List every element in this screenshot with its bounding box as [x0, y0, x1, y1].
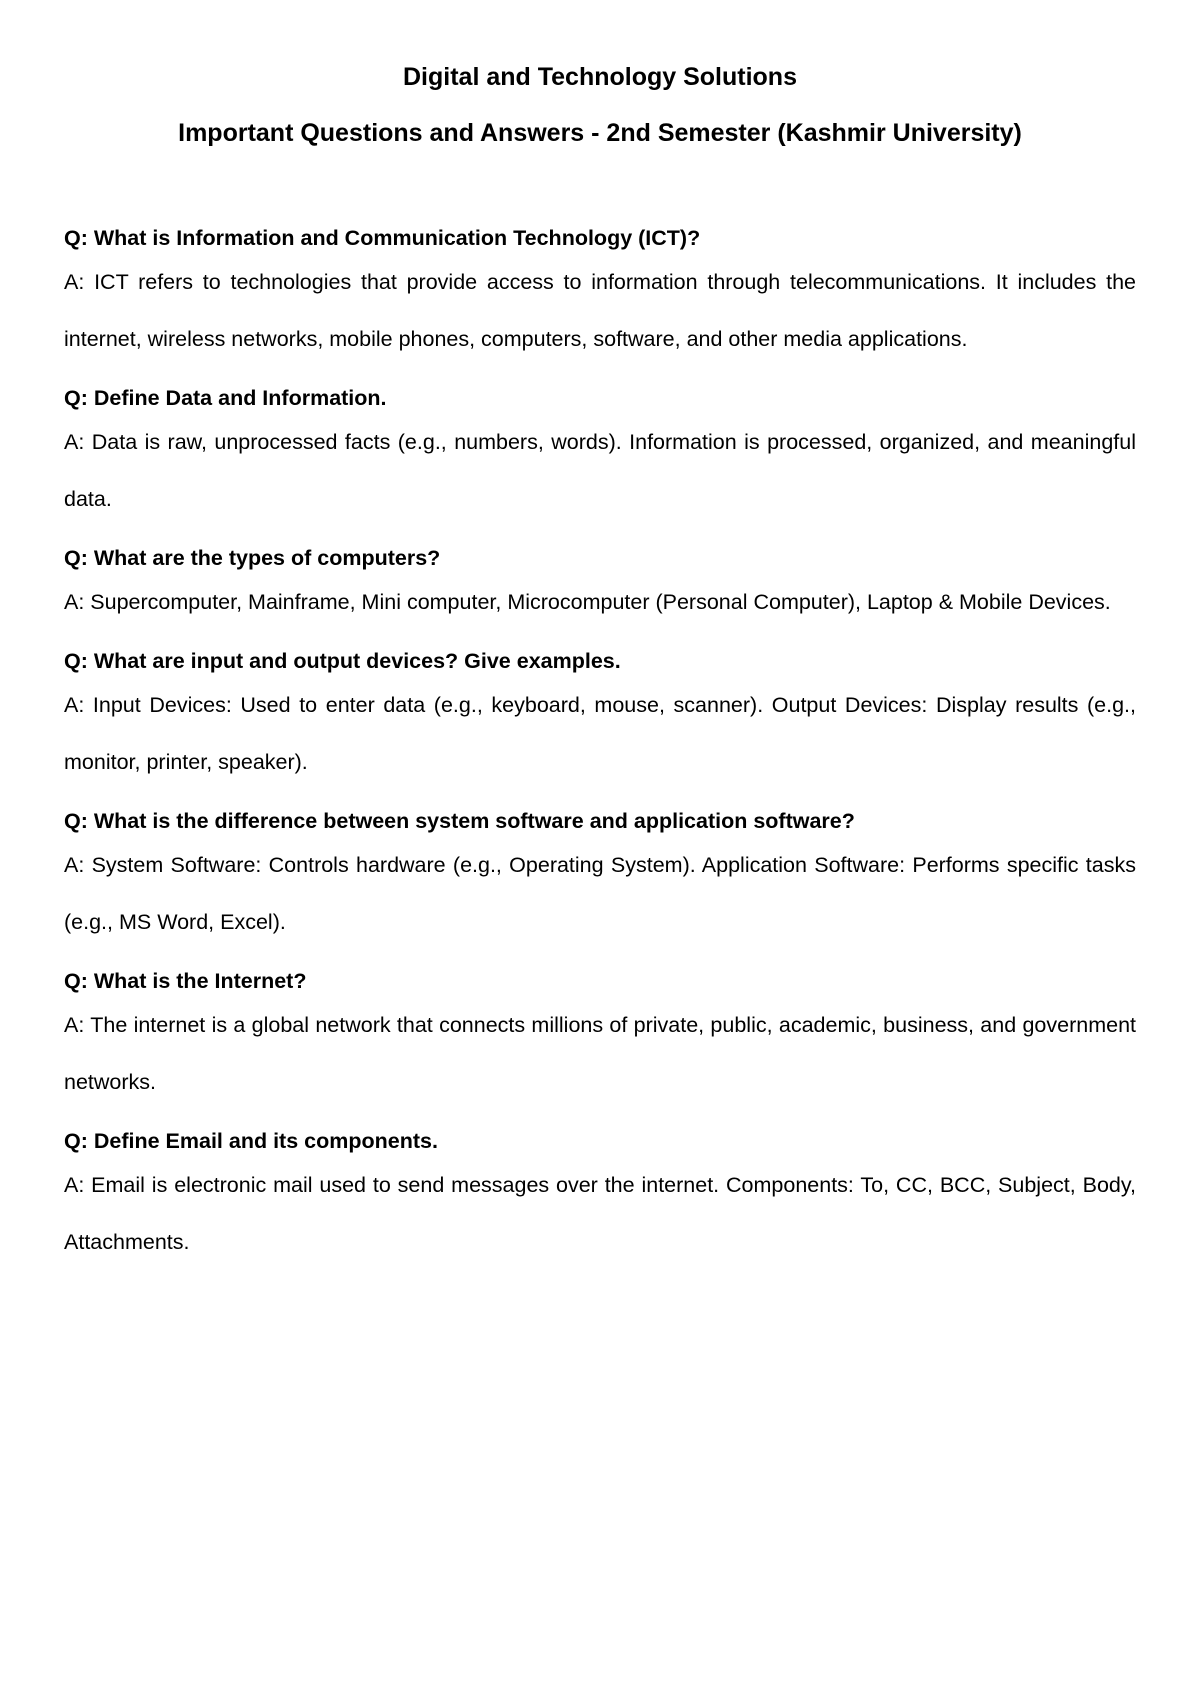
- document-title: Digital and Technology Solutions: [403, 63, 797, 91]
- answer-text: A: Data is raw, unprocessed facts (e.g., numbers, words). Information is processed, organized, and meaningful data.: [64, 430, 1136, 511]
- answer-text: A: Supercomputer, Mainframe, Mini computer, Microcomputer (Personal Computer), Laptop & Mobile Devices.: [64, 590, 1111, 614]
- qa-item-email: [64, 1127, 1136, 1271]
- answer-text: A: Input Devices: Used to enter data (e.g., keyboard, mouse, scanner). Output Devices: Display results (e.g., monitor, printer, speaker).: [64, 693, 1136, 774]
- qa-item-ict: [64, 224, 1136, 368]
- question-text: Q: What is Information and Communication Technology (ICT)?: [64, 226, 701, 250]
- question-text: Q: Define Email and its components.: [64, 1129, 438, 1153]
- qa-item-computer-types: [64, 544, 1136, 631]
- question-text: Q: What is the Internet?: [64, 969, 307, 993]
- answer-text: A: The internet is a global network that connects millions of private, public, academic, business, and government networks.: [64, 1013, 1136, 1094]
- qa-item-software-types: [64, 807, 1136, 951]
- document-subtitle: Important Questions and Answers - 2nd Semester (Kashmir University): [178, 119, 1022, 147]
- qa-item-io-devices: [64, 647, 1136, 791]
- qa-item-data-information: [64, 384, 1136, 528]
- question-text: Q: Define Data and Information.: [64, 386, 387, 410]
- answer-text: A: ICT refers to technologies that provide access to information through telecommunications. It includes the internet, wireless networks, mobile phones, computers, software, and other media applications.: [64, 270, 1136, 351]
- answer-text: A: System Software: Controls hardware (e.g., Operating System). Application Software: Performs specific tasks (e.g., MS Word, Excel).: [64, 853, 1136, 934]
- qa-list: [64, 224, 1136, 1271]
- title-block: [64, 0, 1136, 148]
- question-text: Q: What are input and output devices? Give examples.: [64, 649, 621, 673]
- question-text: Q: What is the difference between system software and application software?: [64, 809, 855, 833]
- question-text: Q: What are the types of computers?: [64, 546, 441, 570]
- qa-item-internet: [64, 967, 1136, 1111]
- answer-text: A: Email is electronic mail used to send messages over the internet. Components: To, CC, BCC, Subject, Body, Attachments.: [64, 1173, 1136, 1254]
